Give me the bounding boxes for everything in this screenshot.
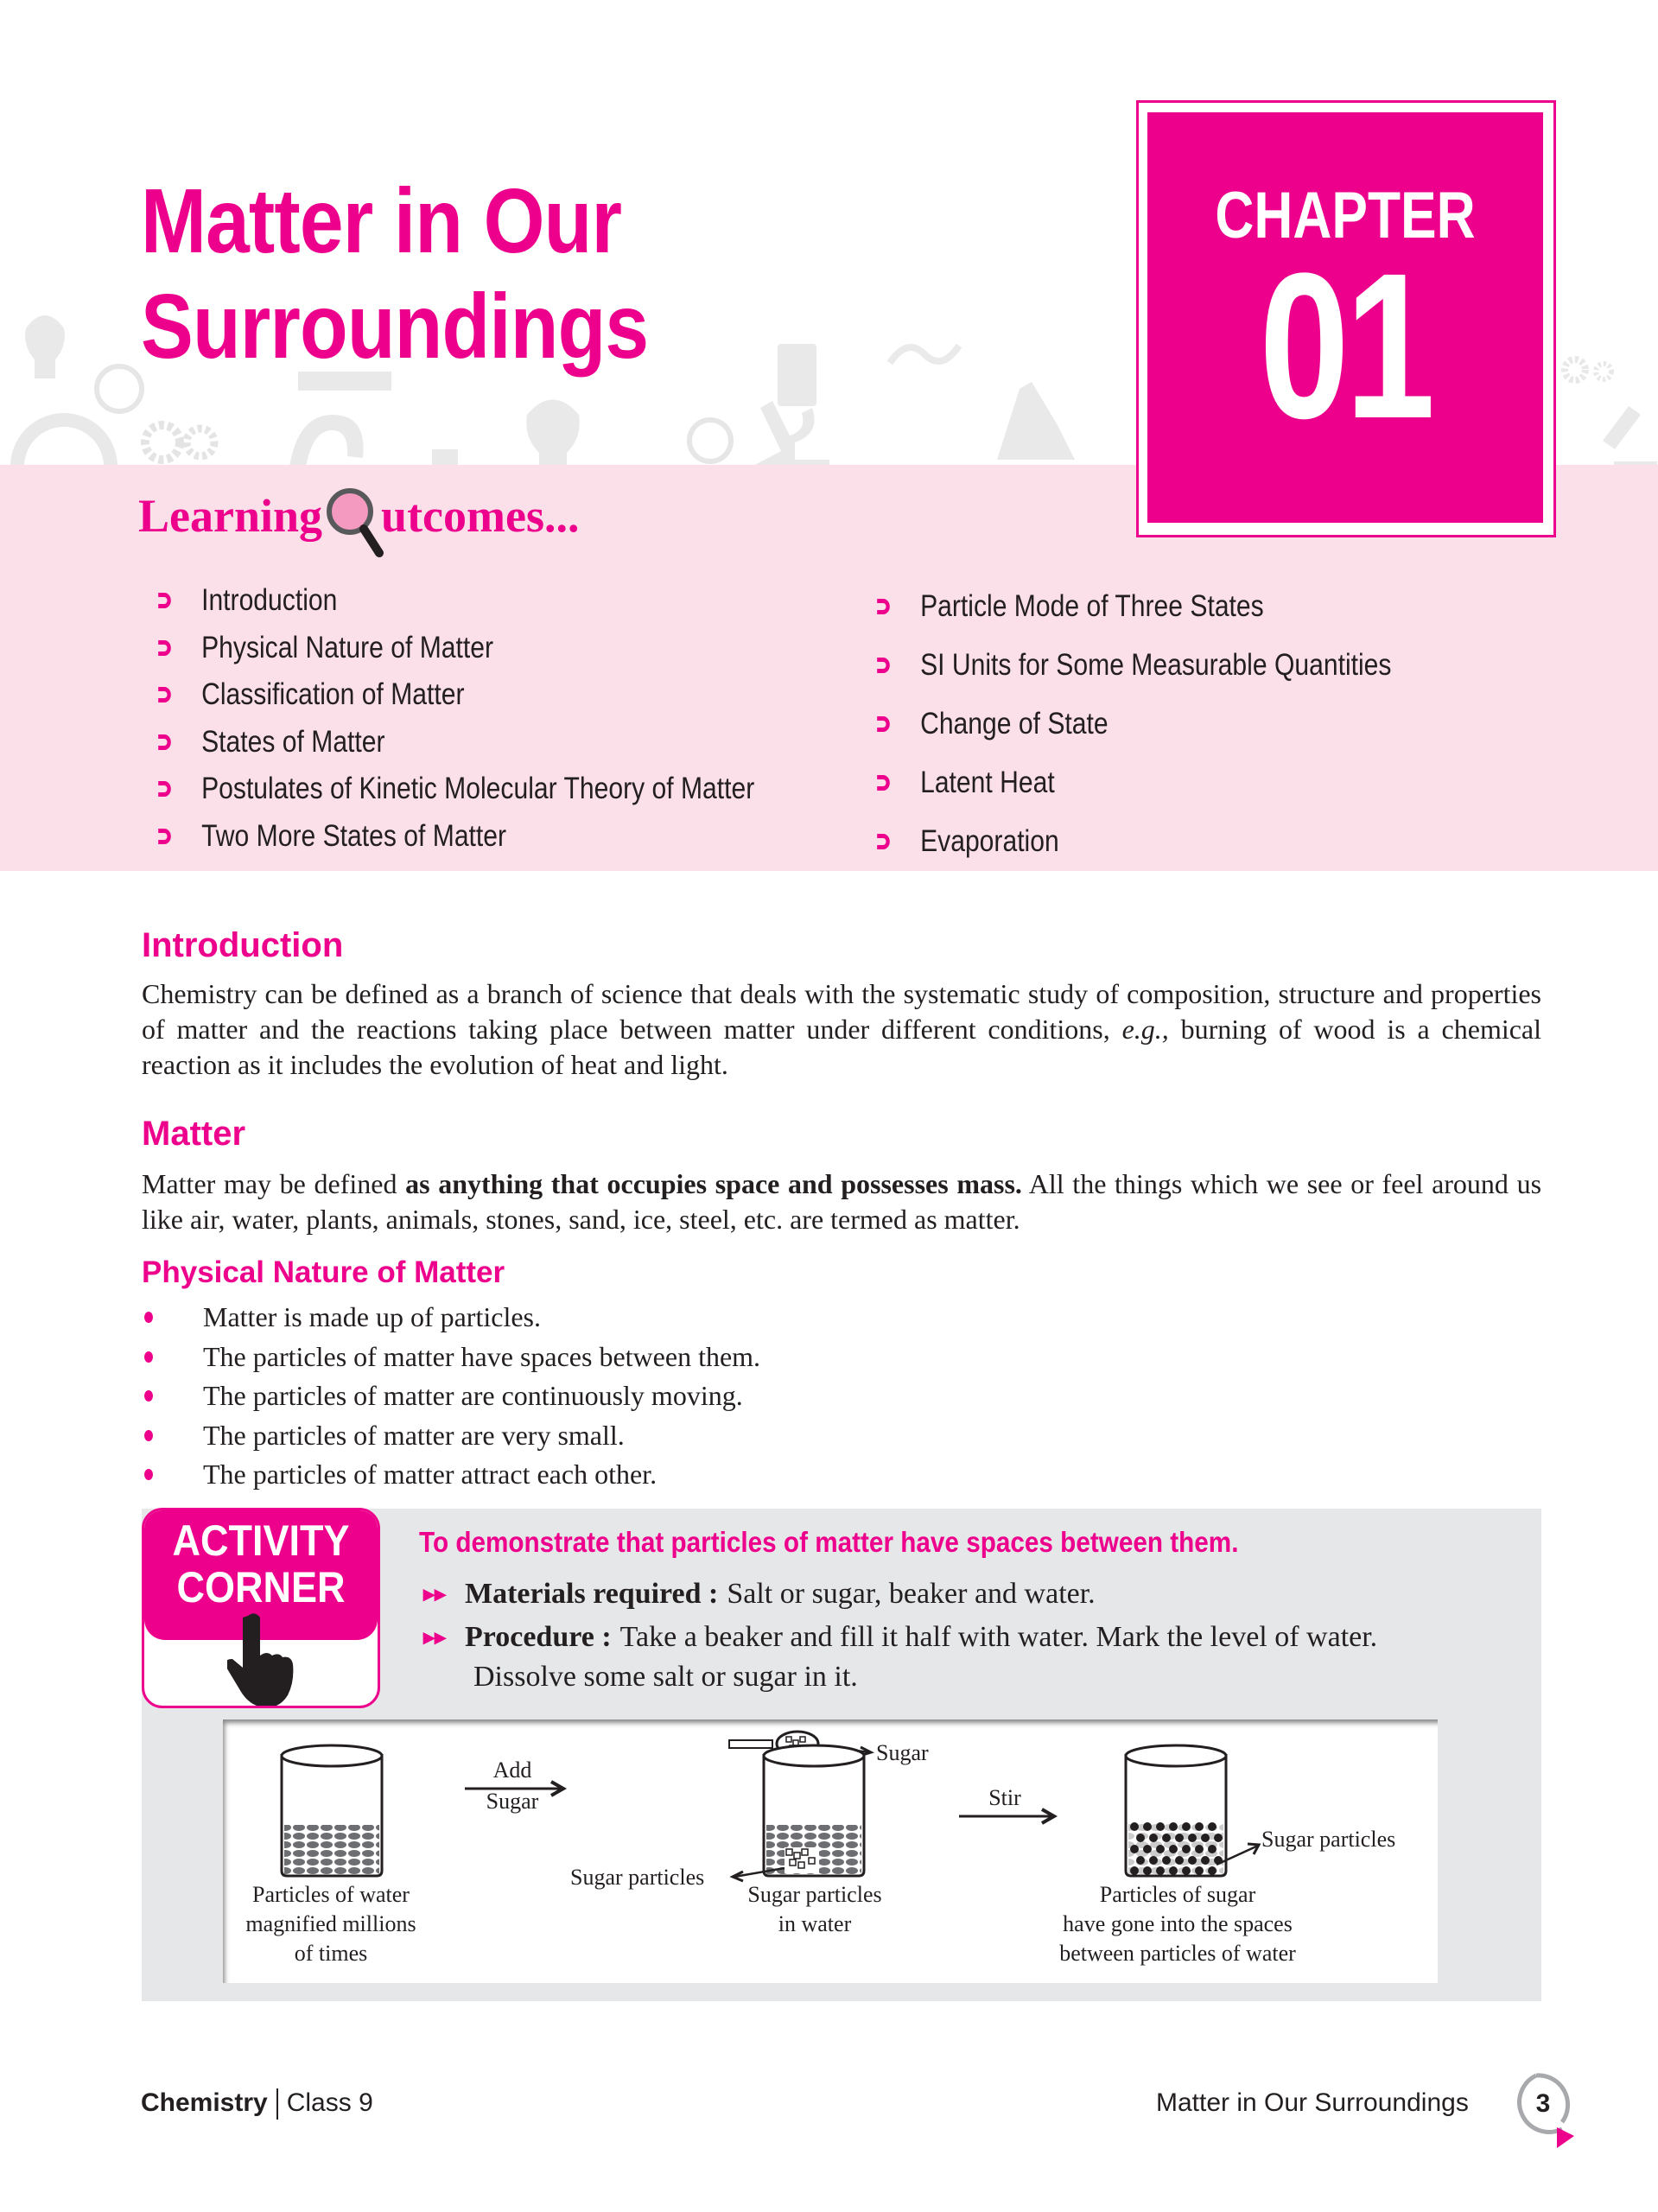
chapter-title-line1: Matter in Our [141, 170, 622, 272]
beaker2-caption: Sugar particles in water [747, 1882, 882, 1936]
page-number-badge [1502, 2067, 1579, 2162]
beaker1-caption: Particles of water magnified millions of times [245, 1882, 416, 1966]
physical-nature-text: The particles of matter attract each other. [203, 1459, 657, 1491]
physical-nature-text: The particles of matter are very small. [203, 1419, 625, 1451]
physical-nature-text: The particles of matter are continuously moving. [203, 1380, 743, 1412]
bullet-icon [144, 1430, 153, 1441]
learning-outcome-item [862, 695, 1391, 753]
footer-class: Class 9 [286, 2088, 373, 2117]
learning-outcome-item [862, 636, 1391, 695]
materials-label: Materials required : [465, 1578, 719, 1610]
bullet-icon [144, 1351, 153, 1363]
learning-outcome-label: Evaporation [920, 824, 1059, 858]
learning-outcome-item [143, 577, 754, 625]
beaker-sugar-added [733, 1745, 864, 1881]
arrow-right-circle-icon [862, 654, 905, 677]
learning-outcome-label: Introduction [201, 583, 338, 618]
clock-icon [97, 366, 142, 411]
physical-nature-list [142, 1298, 760, 1495]
arrow-right-circle-icon [143, 778, 187, 800]
physical-nature-item [142, 1298, 760, 1338]
pointing-hand-icon [227, 1612, 296, 1707]
learning-outcome-label: Latent Heat [920, 766, 1055, 799]
page-number: 3 [1535, 2089, 1551, 2118]
footer-chapter-title: Matter in Our Surroundings [1156, 2088, 1469, 2117]
gear-icon [145, 425, 180, 460]
physical-nature-item [142, 1338, 760, 1377]
protractor-icon [10, 413, 118, 467]
dna-icon [890, 346, 959, 363]
matter-paragraph [142, 1166, 1541, 1237]
bullet-icon [144, 1469, 153, 1480]
matter-text-after: All the things which we see or feel around us like air, water, plants, animals, stones, sand, ice, steel, etc. are termed as matter. [142, 1168, 1542, 1235]
introduction-heading: Introduction [142, 926, 344, 964]
chapter-title [141, 168, 648, 379]
calculator-icon [432, 449, 458, 467]
add-sugar-label-top: Add [492, 1758, 532, 1783]
arrow-right-circle-icon [862, 772, 905, 794]
introduction-paragraph [142, 976, 1541, 1083]
bulb-icon [25, 315, 65, 378]
chapter-number: 01 [1259, 230, 1432, 461]
learning-outcome-label: Particle Mode of Three States [920, 589, 1264, 623]
learning-outcome-item [143, 719, 754, 766]
learning-outcome-item [862, 577, 1391, 636]
arrow-right-circle-icon [143, 825, 187, 848]
lightbulb-icon [526, 400, 579, 467]
stir-label: Stir [988, 1785, 1021, 1810]
beaker3-pointer-label: Sugar particles [1261, 1827, 1396, 1852]
learning-outcomes-right-list [862, 577, 1477, 871]
learning-outcomes-heading [138, 489, 579, 543]
flask-icon [997, 382, 1075, 460]
learning-outcome-label: Two More States of Matter [201, 818, 507, 853]
learning-outcome-label: Postulates of Kinetic Molecular Theory of Matter [201, 772, 755, 806]
arrow-right-circle-icon [143, 589, 187, 612]
magnifying-glass-icon [329, 491, 379, 541]
activity-procedure-continued [473, 1661, 858, 1694]
double-chevron-icon: ▸▸ [423, 1624, 447, 1649]
arrow-right-circle-icon [862, 595, 905, 618]
add-sugar-label-bottom: Sugar [486, 1789, 539, 1814]
microscope-icon [752, 401, 829, 467]
activity-title: To demonstrate that particles of matter have spaces between them. [419, 1526, 1239, 1558]
learning-outcomes-heading-word2: utcomes... [381, 490, 580, 542]
chapter-box [1147, 112, 1543, 523]
beaker-water-only [282, 1745, 382, 1876]
learning-outcome-label: Change of State [920, 707, 1109, 741]
telescope-icon [1603, 406, 1657, 467]
footer-subject-name: Chemistry [141, 2088, 268, 2117]
learning-outcome-item [862, 812, 1391, 871]
procedure-label: Procedure : [465, 1621, 612, 1653]
arrow-right-circle-icon [143, 637, 187, 659]
procedure-text-2: Dissolve some salt or sugar in it. [473, 1661, 858, 1693]
matter-text-before: Matter may be defined [142, 1168, 406, 1199]
learning-outcome-label: Physical Nature of Matter [201, 630, 494, 664]
arrow-right-circle-icon [862, 713, 905, 735]
beaker3-caption: Particles of sugar have gone into the spaces between particles of water [1059, 1882, 1296, 1966]
learning-outcome-item [143, 766, 754, 813]
footer-divider [276, 2088, 278, 2120]
activity-figure [223, 1719, 1438, 1983]
arrow-right-circle-icon [862, 830, 905, 853]
procedure-text: Take a beaker and fill it half with water. Mark the level of water. [619, 1621, 1378, 1653]
materials-text: Salt or sugar, beaker and water. [727, 1578, 1096, 1610]
activity-badge-line2: CORNER [176, 1563, 346, 1611]
physical-nature-heading: Physical Nature of Matter [142, 1255, 505, 1289]
activity-procedure [423, 1621, 1377, 1654]
learning-outcome-item [143, 671, 754, 719]
physical-nature-item [142, 1416, 760, 1456]
spoon-sugar-label: Sugar [876, 1740, 929, 1765]
matter-definition: as anything that occupies space and possesses mass. [405, 1168, 1022, 1199]
physical-nature-text: Matter is made up of particles. [203, 1301, 541, 1333]
physical-nature-text: The particles of matter have spaces between them. [203, 1340, 761, 1372]
beaker2-pointer-label: Sugar particles [570, 1865, 705, 1890]
learning-outcome-label: States of Matter [201, 724, 385, 759]
arrow-right-circle-icon [143, 731, 187, 753]
learning-outcome-item [862, 753, 1391, 812]
bullet-icon [144, 1390, 153, 1402]
learning-outcome-item [143, 625, 754, 672]
introduction-eg: e.g., [1121, 1014, 1169, 1045]
introduction-text-main: Chemistry can be defined as a branch of science that deals with the systematic study of composition, structure and properties of matter and the reactions taking place between matter under different conditions, [142, 978, 1541, 1045]
magnet-icon [289, 415, 364, 467]
bullet-icon [144, 1312, 153, 1323]
introduction-text-rest: burning of wood is a chemical reaction as it includes the evolution of heat and light. [142, 1014, 1542, 1080]
learning-outcomes-left-list [143, 577, 854, 860]
activity-badge-line1: ACTIVITY [172, 1516, 350, 1565]
physical-nature-item [142, 1455, 760, 1495]
chapter-title-line2: Surroundings [141, 276, 649, 378]
footer-subject [141, 2088, 373, 2120]
learning-outcome-item [143, 813, 754, 861]
matter-heading: Matter [142, 1115, 246, 1153]
learning-outcome-label: Classification of Matter [201, 677, 465, 712]
activity-corner-badge [142, 1508, 380, 1708]
physical-nature-item [142, 1376, 760, 1416]
learning-outcomes-heading-word1: Learning [138, 490, 323, 542]
chapter-label: CHAPTER [1215, 179, 1476, 252]
beaker-sugar-dissolved [1126, 1745, 1259, 1876]
learning-outcome-label: SI Units for Some Measurable Quantities [920, 648, 1392, 682]
activity-materials [423, 1578, 1096, 1611]
arrow-right-circle-icon [143, 683, 187, 706]
double-chevron-icon: ▸▸ [423, 1581, 447, 1606]
